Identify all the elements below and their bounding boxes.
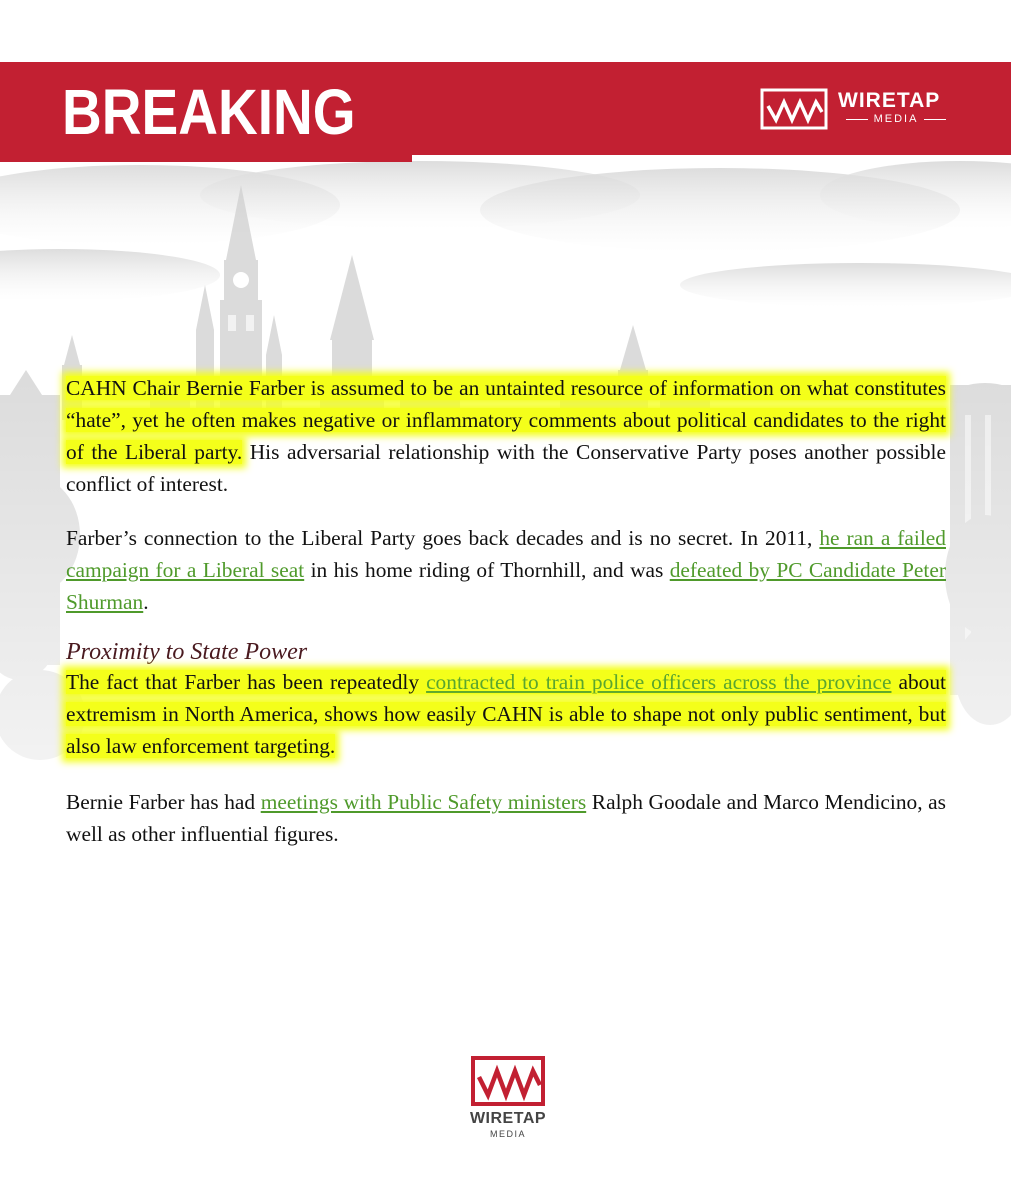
header-wiretap-logo[interactable] bbox=[760, 88, 960, 132]
link-police-training[interactable]: contracted to train police officers across the province bbox=[426, 670, 892, 694]
section-heading: Proximity to State Power bbox=[66, 639, 308, 665]
paragraph-3 bbox=[66, 666, 946, 762]
link-failed-campaign[interactable]: he ran a failed campaign for a Liberal seat bbox=[66, 526, 946, 582]
footer-logo-wordmark: WIRETAP bbox=[469, 1110, 547, 1127]
breaking-title: BREAKING bbox=[62, 76, 356, 148]
header-logo-subtitle: MEDIA bbox=[838, 113, 954, 125]
highlighted-text: CAHN Chair Bernie Farber is assumed to be an untainted resource of information on what constitutes “hate”, yet he often makes negative or inflammatory comments about political candidates to the right of the Liberal party. bbox=[66, 376, 946, 464]
link-defeated-by-shurman[interactable]: defeated by PC Candidate Peter Shurman bbox=[66, 558, 946, 614]
paragraph-text: in his home riding of Thornhill, and was bbox=[304, 558, 670, 582]
footer-wiretap-logo[interactable] bbox=[462, 1055, 554, 1145]
footer-logo-subtitle: MEDIA bbox=[489, 1129, 526, 1139]
header-logo-wordmark: WIRETAP bbox=[838, 89, 941, 112]
paragraph-2 bbox=[66, 522, 946, 618]
paragraph-text: The fact that Farber has been repeatedly bbox=[66, 670, 427, 694]
article-body bbox=[66, 372, 946, 850]
paragraph-text: . bbox=[143, 590, 149, 614]
paragraph-text: Bernie Farber has had bbox=[66, 790, 261, 814]
paragraph-text: Ralph Goodale and Marco Mendicino, as well as other influential figures. bbox=[66, 790, 947, 846]
paragraph-4 bbox=[66, 786, 946, 850]
wiretap-logo-icon bbox=[760, 88, 828, 130]
paragraph-1 bbox=[66, 372, 946, 500]
highlighted-text bbox=[66, 670, 946, 758]
paragraph-text: Farber’s connection to the Liberal Party goes back decades and is no secret. In 2011, bbox=[66, 526, 820, 550]
paragraph-text: His adversarial relationship with the Conservative Party poses another possible conflict of interest. bbox=[66, 440, 946, 496]
wiretap-logo-icon bbox=[470, 1055, 546, 1107]
link-public-safety-meetings[interactable]: meetings with Public Safety ministers bbox=[260, 790, 587, 814]
paragraph-text: about extremism in North America, shows how easily CAHN is able to shape not only public sentiment, but also law enforcement targeting. bbox=[66, 670, 946, 758]
